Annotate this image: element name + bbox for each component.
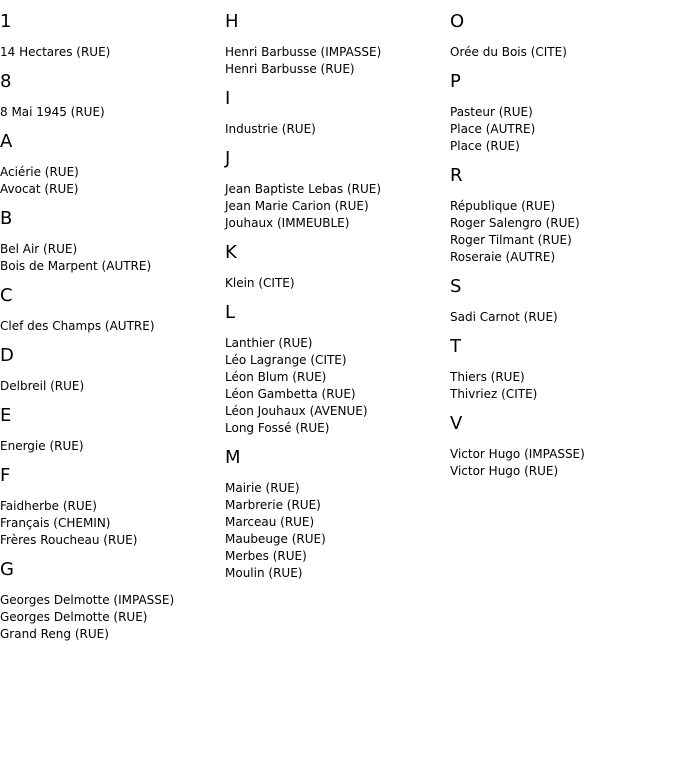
street-link[interactable]: Moulin (RUE) xyxy=(225,566,303,580)
street-link[interactable]: Henri Barbusse (IMPASSE) xyxy=(225,45,382,59)
letter-heading: R xyxy=(450,165,463,186)
letter-group xyxy=(450,166,670,266)
street-link[interactable]: Thivriez (CITE) xyxy=(450,387,538,401)
street-link[interactable]: Delbreil (RUE) xyxy=(0,379,85,393)
street-link[interactable]: Sadi Carnot (RUE) xyxy=(450,310,558,324)
street-index-column-3 xyxy=(450,12,670,491)
street-link[interactable]: Aciérie (RUE) xyxy=(0,165,79,179)
letter-group xyxy=(225,149,445,232)
letter-heading: B xyxy=(0,208,13,229)
letter-heading: F xyxy=(0,465,11,486)
letter-group xyxy=(450,12,670,61)
letter-group xyxy=(450,414,670,480)
letter-heading: H xyxy=(225,11,239,32)
street-link[interactable]: Marceau (RUE) xyxy=(225,515,315,529)
street-link[interactable]: Klein (CITE) xyxy=(225,276,295,290)
street-link[interactable]: Mairie (RUE) xyxy=(225,481,300,495)
street-link[interactable]: Georges Delmotte (RUE) xyxy=(0,610,148,624)
street-link[interactable]: Léon Jouhaux (AVENUE) xyxy=(225,404,368,418)
street-link[interactable]: Pasteur (RUE) xyxy=(450,105,533,119)
letter-heading: E xyxy=(0,405,12,426)
letter-group xyxy=(0,132,220,198)
letter-group xyxy=(0,406,220,455)
street-link[interactable]: Lanthier (RUE) xyxy=(225,336,313,350)
letter-group xyxy=(0,209,220,275)
street-link[interactable]: 8 Mai 1945 (RUE) xyxy=(0,105,105,119)
street-link[interactable]: Place (RUE) xyxy=(450,139,520,153)
letter-heading: 1 xyxy=(0,11,12,32)
letter-group xyxy=(0,466,220,549)
letter-heading: I xyxy=(225,88,231,109)
street-link[interactable]: Place (AUTRE) xyxy=(450,122,536,136)
street-link[interactable]: Merbes (RUE) xyxy=(225,549,307,563)
letter-heading: 8 xyxy=(0,71,12,92)
letter-heading: A xyxy=(0,131,13,152)
letter-group xyxy=(0,560,220,643)
letter-heading: K xyxy=(225,242,237,263)
street-link[interactable]: Maubeuge (RUE) xyxy=(225,532,326,546)
street-index-column-1 xyxy=(0,12,220,654)
street-link[interactable]: Grand Reng (RUE) xyxy=(0,627,109,641)
letter-heading: D xyxy=(0,345,14,366)
street-link[interactable]: Thiers (RUE) xyxy=(450,370,525,384)
street-link[interactable]: Long Fossé (RUE) xyxy=(225,421,330,435)
street-link[interactable]: Faidherbe (RUE) xyxy=(0,499,97,513)
letter-group xyxy=(225,12,445,78)
street-link[interactable]: Frères Roucheau (RUE) xyxy=(0,533,138,547)
letter-group xyxy=(0,12,220,61)
street-link[interactable]: République (RUE) xyxy=(450,199,556,213)
letter-heading: L xyxy=(225,302,236,323)
street-link[interactable]: Marbrerie (RUE) xyxy=(225,498,321,512)
letter-heading: T xyxy=(450,336,461,357)
letter-heading: C xyxy=(0,285,13,306)
street-link[interactable]: Georges Delmotte (IMPASSE) xyxy=(0,593,175,607)
street-link[interactable]: Jean Marie Carion (RUE) xyxy=(225,199,369,213)
letter-heading: M xyxy=(225,447,241,468)
street-link[interactable]: Avocat (RUE) xyxy=(0,182,79,196)
street-link[interactable]: Jouhaux (IMMEUBLE) xyxy=(225,216,350,230)
street-link[interactable]: Bel Air (RUE) xyxy=(0,242,78,256)
letter-group xyxy=(450,337,670,403)
street-index-column-2 xyxy=(225,12,445,593)
letter-group xyxy=(0,286,220,335)
street-link[interactable]: Victor Hugo (RUE) xyxy=(450,464,559,478)
letter-group xyxy=(225,89,445,138)
street-link[interactable]: Energie (RUE) xyxy=(0,439,84,453)
letter-heading: G xyxy=(0,559,14,580)
letter-heading: O xyxy=(450,11,465,32)
street-link[interactable]: 14 Hectares (RUE) xyxy=(0,45,111,59)
letter-group xyxy=(0,72,220,121)
letter-group xyxy=(450,277,670,326)
street-link[interactable]: Bois de Marpent (AUTRE) xyxy=(0,259,152,273)
street-link[interactable]: Jean Baptiste Lebas (RUE) xyxy=(225,182,382,196)
street-link[interactable]: Léon Gambetta (RUE) xyxy=(225,387,356,401)
street-link[interactable]: Léon Blum (RUE) xyxy=(225,370,327,384)
street-link[interactable]: Roger Salengro (RUE) xyxy=(450,216,580,230)
street-link[interactable]: Henri Barbusse (RUE) xyxy=(225,62,355,76)
letter-group xyxy=(450,72,670,155)
street-link[interactable]: Français (CHEMIN) xyxy=(0,516,111,530)
letter-group xyxy=(225,303,445,437)
letter-heading: S xyxy=(450,276,462,297)
street-link[interactable]: Orée du Bois (CITE) xyxy=(450,45,567,59)
letter-heading: V xyxy=(450,413,463,434)
street-link[interactable]: Victor Hugo (IMPASSE) xyxy=(450,447,585,461)
letter-group xyxy=(225,448,445,582)
letter-group xyxy=(225,243,445,292)
street-link[interactable]: Industrie (RUE) xyxy=(225,122,316,136)
street-link[interactable]: Clef des Champs (AUTRE) xyxy=(0,319,155,333)
letter-group xyxy=(0,346,220,395)
letter-heading: P xyxy=(450,71,461,92)
street-link[interactable]: Roseraie (AUTRE) xyxy=(450,250,556,264)
letter-heading: J xyxy=(225,148,231,169)
street-link[interactable]: Roger Tilmant (RUE) xyxy=(450,233,572,247)
street-link[interactable]: Léo Lagrange (CITE) xyxy=(225,353,347,367)
